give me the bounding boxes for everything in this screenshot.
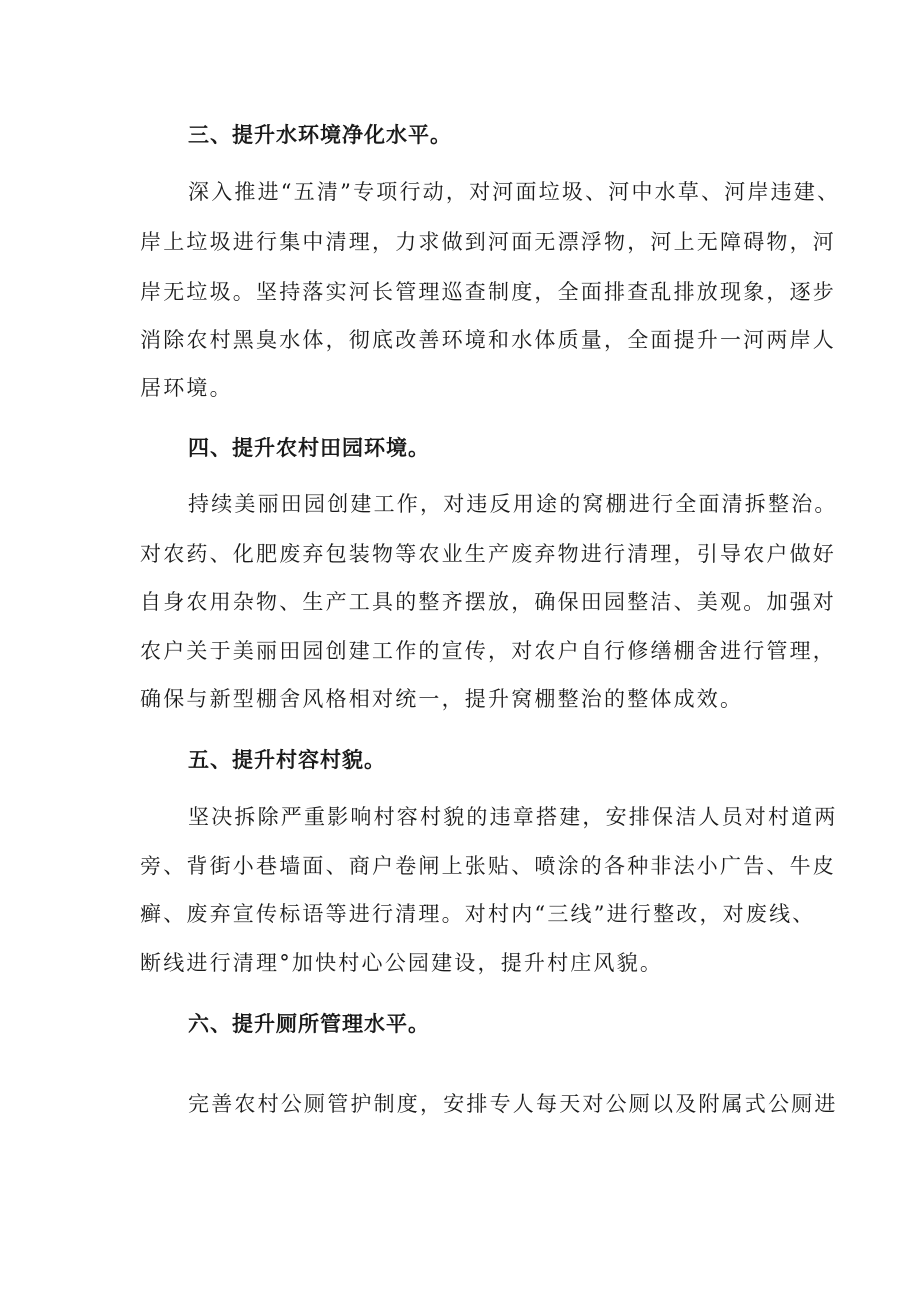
paragraph-line: 居环境。 — [140, 376, 233, 400]
paragraph-line: 旁、背街小巷墙面、商户卷闸上张贴、喷涂的各种非法小广告、牛皮 — [140, 854, 836, 878]
section-heading-3: 三、提升水环境净化水平。 — [188, 122, 452, 147]
paragraph-line: 岸上垃圾进行集中清理，力求做到河面无漂浮物，河上无障碍物，河 — [140, 230, 836, 254]
paragraph-line: 岸无垃圾。坚持落实河长管理巡查制度，全面排查乱排放现象，逐步 — [140, 280, 836, 304]
paragraph-line: 消除农村黑臭水体，彻底改善环境和水体质量，全面提升一河两岸人 — [140, 328, 836, 352]
section-heading-4: 四、提升农村田园环境。 — [188, 435, 430, 460]
section-heading-6: 六、提升厕所管理水平。 — [188, 1011, 430, 1036]
paragraph-line: 确保与新型棚舍风格相对统一，提升窝棚整治的整体成效。 — [140, 687, 744, 711]
paragraph-line: 癣、废弃宣传标语等进行清理。对村内“三线”进行整改，对废线、 — [140, 902, 816, 926]
paragraph-line: 完善农村公厕管护制度，安排专人每天对公厕以及附属式公厕进 — [188, 1092, 838, 1116]
paragraph-line: 断线进行清理°加快村心公园建设，提升村庄风貌。 — [140, 951, 664, 975]
paragraph-line: 自身农用杂物、生产工具的整齐摆放，确保田园整洁、美观。加强对 — [140, 590, 836, 614]
section-heading-5: 五、提升村容村貌。 — [188, 747, 386, 772]
paragraph-line: 坚决拆除严重影响村容村貌的违章搭建，安排保洁人员对村道两 — [188, 805, 838, 829]
paragraph-line: 农户关于美丽田园创建工作的宣传，对农户自行修缮棚舍进行管理， — [140, 639, 836, 663]
paragraph-line: 深入推进“五清”专项行动，对河面垃圾、河中水草、河岸违建、 — [188, 180, 841, 204]
paragraph-line: 对农药、化肥废弃包装物等农业生产废弃物进行清理，引导农户做好 — [140, 542, 836, 566]
paragraph-line: 持续美丽田园创建工作，对违反用途的窝棚进行全面清拆整治。 — [188, 492, 838, 516]
